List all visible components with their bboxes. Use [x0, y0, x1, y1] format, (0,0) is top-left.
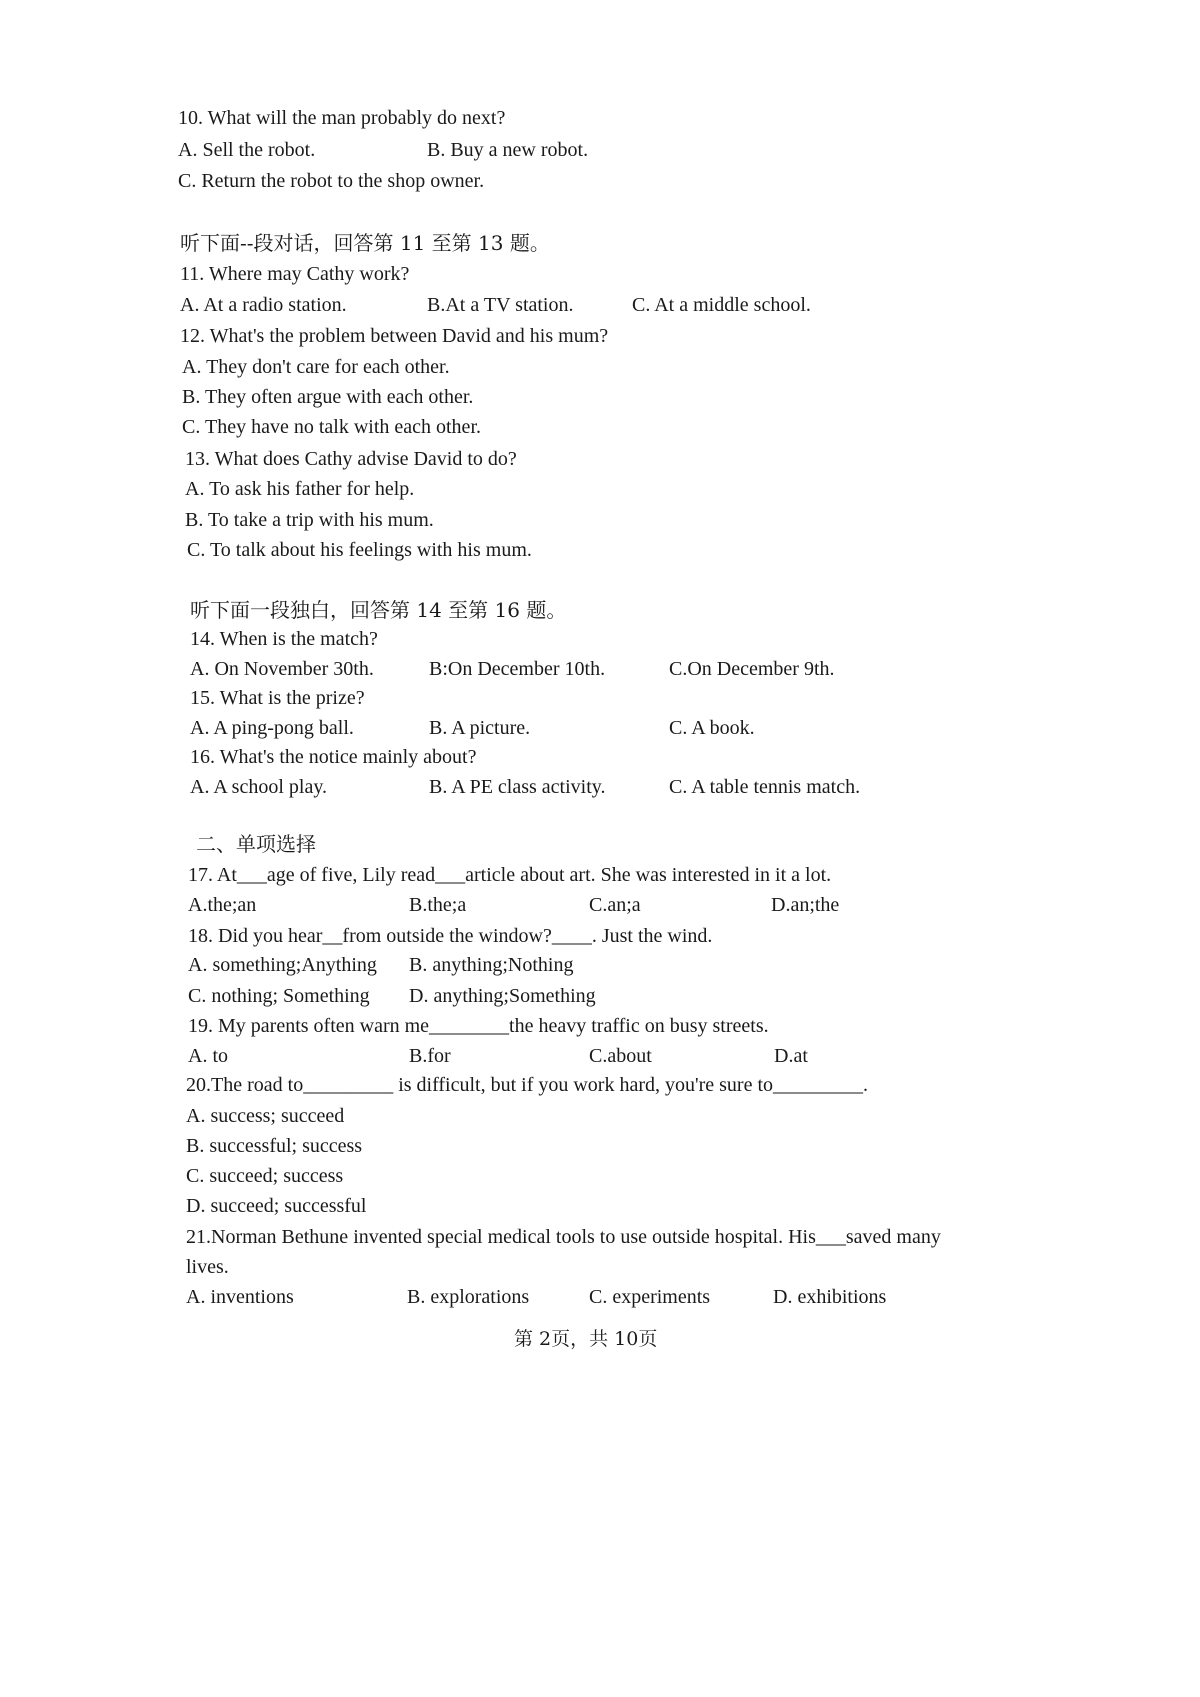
- option-12-a: A. They don't care for each other.: [182, 356, 450, 378]
- option-15-c: C. A book.: [669, 717, 755, 739]
- option-19-b: B.for: [409, 1045, 451, 1067]
- option-18-d: D. anything;Something: [409, 985, 596, 1007]
- section-heading-14-16: 听下面一段独白，回答第 14 至第 16 题。: [190, 598, 567, 622]
- option-18-c: C. nothing; Something: [188, 985, 370, 1007]
- option-14-a: A. On November 30th.: [190, 658, 374, 680]
- question-13: 13. What does Cathy advise David to do?: [185, 448, 517, 470]
- option-12-b: B. They often argue with each other.: [182, 386, 474, 408]
- question-11: 11. Where may Cathy work?: [180, 263, 410, 285]
- option-15-b: B. A picture.: [429, 717, 531, 739]
- option-10-b: B. Buy a new robot.: [427, 139, 589, 161]
- option-21-c: C. experiments: [589, 1286, 711, 1308]
- option-10-c: C. Return the robot to the shop owner.: [178, 170, 485, 192]
- option-13-b: B. To take a trip with his mum.: [185, 509, 434, 531]
- option-19-c: C.about: [589, 1045, 652, 1067]
- option-19-a: A. to: [188, 1045, 228, 1067]
- page-number-footer: 第 2页，共 10页: [514, 1328, 658, 1350]
- option-20-b: B. successful; success: [186, 1135, 363, 1157]
- option-21-b: B. explorations: [407, 1286, 530, 1308]
- option-21-a: A. inventions: [186, 1286, 294, 1308]
- option-14-b: B:On December 10th.: [429, 658, 606, 680]
- option-20-c: C. succeed; success: [186, 1165, 344, 1187]
- question-20: 20.The road to_________ is difficult, but if you work hard, you're sure to_________.: [186, 1074, 869, 1096]
- section-heading-11-13: 听下面--段对话，回答第 11 至第 13 题。: [180, 231, 550, 255]
- option-17-d: D.an;the: [771, 894, 840, 916]
- option-17-c: C.an;a: [589, 894, 641, 916]
- option-21-d: D. exhibitions: [773, 1286, 887, 1308]
- option-11-b: B.At a TV station.: [427, 294, 574, 316]
- option-18-a: A. something;Anything: [188, 954, 377, 976]
- option-11-c: C. At a middle school.: [632, 294, 811, 316]
- option-16-b: B. A PE class activity.: [429, 776, 606, 798]
- question-12: 12. What's the problem between David and his mum?: [180, 325, 609, 347]
- question-18: 18. Did you hear__from outside the window?____. Just the wind.: [188, 925, 713, 947]
- option-17-a: A.the;an: [188, 894, 257, 916]
- option-11-a: A. At a radio station.: [180, 294, 347, 316]
- option-20-d: D. succeed; successful: [186, 1195, 367, 1217]
- question-14: 14. When is the match?: [190, 628, 378, 650]
- option-18-b: B. anything;Nothing: [409, 954, 574, 976]
- option-10-a: A. Sell the robot.: [178, 139, 316, 161]
- question-15: 15. What is the prize?: [190, 687, 365, 709]
- question-21: 21.Norman Bethune invented special medical tools to use outside hospital. His___saved many: [186, 1226, 941, 1248]
- question-19: 19. My parents often warn me________the heavy traffic on busy streets.: [188, 1015, 769, 1037]
- question-16: 16. What's the notice mainly about?: [190, 746, 477, 768]
- question-21-continued: lives.: [186, 1256, 229, 1278]
- option-16-c: C. A table tennis match.: [669, 776, 861, 798]
- section-heading-2: 二、单项选择: [196, 832, 316, 856]
- option-17-b: B.the;a: [409, 894, 467, 916]
- option-14-c: C.On December 9th.: [669, 658, 835, 680]
- option-15-a: A. A ping-pong ball.: [190, 717, 354, 739]
- option-13-c: C. To talk about his feelings with his mum.: [187, 539, 532, 561]
- question-17: 17. At___age of five, Lily read___article about art. She was interested in it a lot.: [188, 864, 832, 886]
- question-10: 10. What will the man probably do next?: [178, 107, 506, 129]
- option-20-a: A. success; succeed: [186, 1105, 345, 1127]
- option-19-d: D.at: [774, 1045, 808, 1067]
- option-13-a: A. To ask his father for help.: [185, 478, 415, 500]
- option-16-a: A. A school play.: [190, 776, 328, 798]
- option-12-c: C. They have no talk with each other.: [182, 416, 481, 438]
